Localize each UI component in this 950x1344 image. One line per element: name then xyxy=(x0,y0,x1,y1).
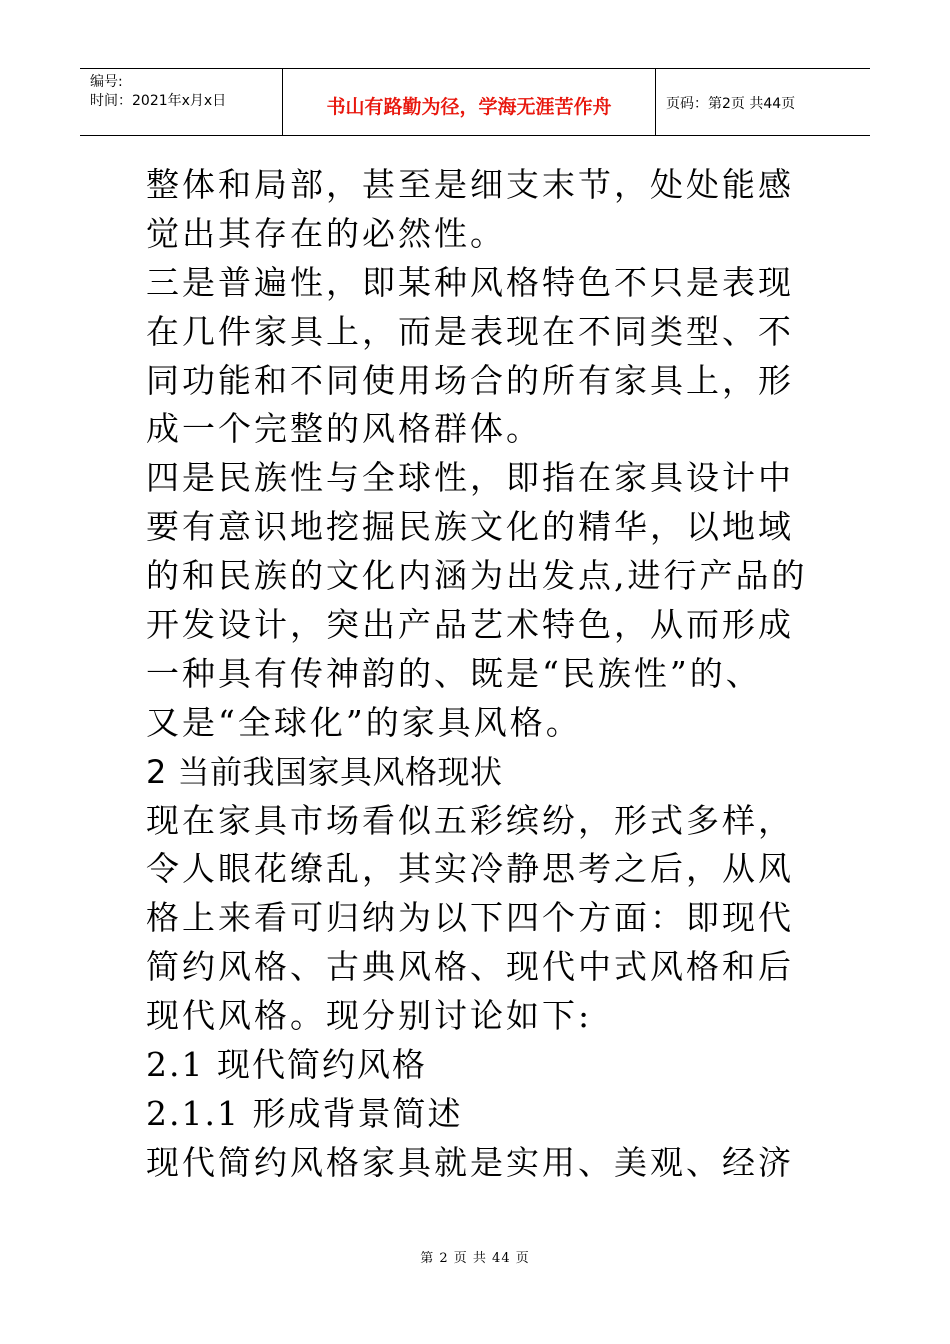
body-line: 现在家具市场看似五彩缤纷，形式多样， xyxy=(146,800,794,840)
body-line: 简约风格、古典风格、现代中式风格和后 xyxy=(146,947,794,987)
header-page-cell xyxy=(656,69,870,135)
body-line: 成一个完整的风格群体。 xyxy=(146,409,542,449)
header-motto-cell xyxy=(283,69,656,135)
section-heading: 2 当前我国家具风格现状 xyxy=(146,752,503,791)
body-line: 在几件家具上，而是表现在不同类型、不 xyxy=(146,311,794,351)
body-line: 令人眼花缭乱，其实冷静思考之后，从风 xyxy=(146,849,794,889)
header-time-label: 时间：2021年x月x日 xyxy=(90,93,227,109)
footer-page-number: 第 2 页 共 44 页 xyxy=(420,1251,530,1266)
body-line: 现代简约风格家具就是实用、美观、经济 xyxy=(146,1142,794,1182)
body-line: 的和民族的文化内涵为出发点,进行产品的 xyxy=(146,556,808,596)
body-line: 格上来看可归纳为以下四个方面：即现代 xyxy=(146,898,794,938)
header-motto: 书山有路勤为径，学海无涯苦作舟 xyxy=(326,95,612,118)
subsubsection-heading: 2.1.1 形成背景简述 xyxy=(146,1093,463,1133)
body-line: 整体和局部，甚至是细支末节，处处能感 xyxy=(146,165,794,204)
subsection-heading: 2.1 现代简约风格 xyxy=(146,1045,427,1085)
body-line: 要有意识地挖掘民族文化的精华，以地域 xyxy=(146,507,794,547)
body-line: 觉出其存在的必然性。 xyxy=(146,213,506,253)
page-footer xyxy=(0,1247,950,1266)
body-line: 同功能和不同使用场合的所有家具上，形 xyxy=(146,360,794,400)
document-body xyxy=(146,161,806,1188)
body-line: 又是“全球化”的家具风格。 xyxy=(146,702,582,742)
body-line: 现代风格。现分别讨论如下: xyxy=(146,996,593,1036)
header-meta-cell xyxy=(80,69,283,135)
body-line: 开发设计，突出产品艺术特色，从而形成 xyxy=(146,605,794,645)
header-number-label: 编号: xyxy=(90,74,123,90)
body-line: 一种具有传神韵的、既是“民族性”的、 xyxy=(146,653,762,693)
page-header xyxy=(80,68,870,136)
body-line: 三是普遍性，即某种风格特色不只是表现 xyxy=(146,262,794,302)
header-page-info: 页码：第2页 共44页 xyxy=(666,96,796,112)
body-line: 四是民族性与全球性，即指在家具设计中 xyxy=(146,458,794,498)
